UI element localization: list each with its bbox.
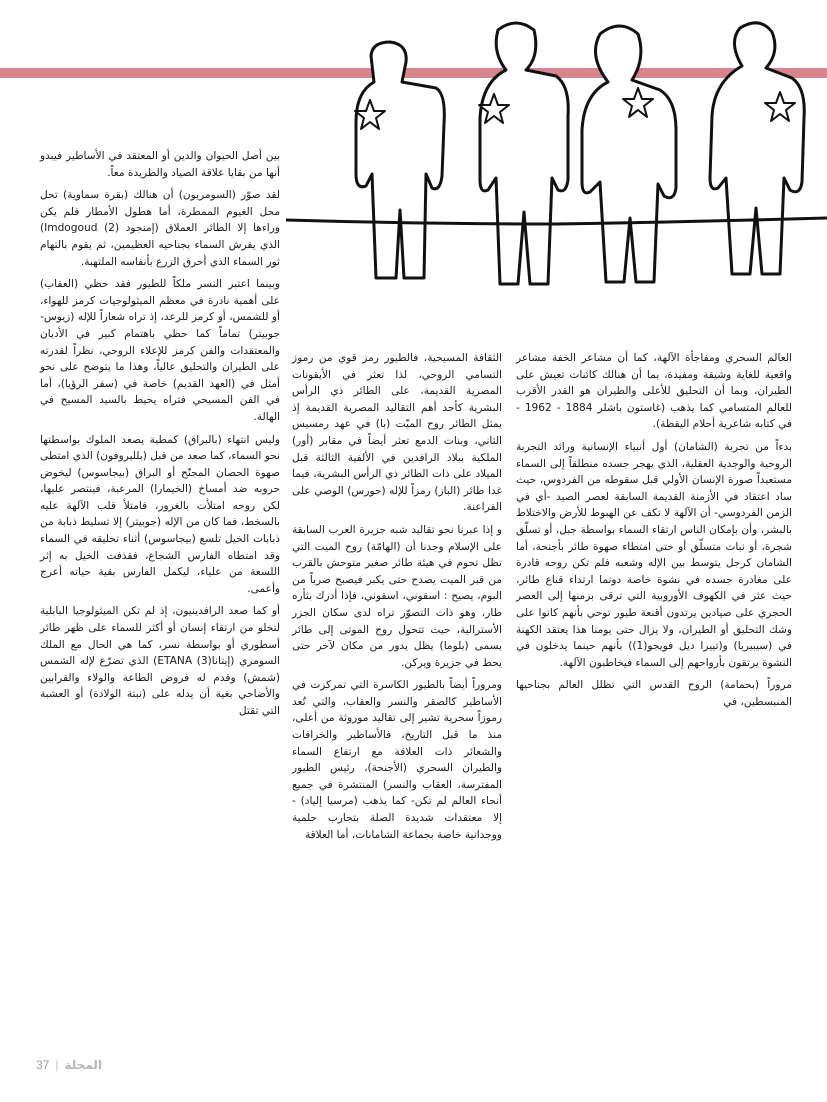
paragraph: و إذا عبرنا نحو تقاليد شبه جزيرة العرب السابقة على الإسلام وجدنا أن (الهامّة) روح الميت التي تظل تحوم في هيئة طائر صغير متوحش بالقرب من قبر الميت يصدح حتى يكبر فيصبح ضرباً من البوم، يصيح : اسقوني، اسقوني، فإذا أدرك بثأره طار، وهو ذات التصوّر تراه لدى سكان الجزر الأسترالية، حيث تتحول روح الموتى إلى طائر يسمى (بلوما) يظل يدور من مكان لآخر حتى يحط في جزيرة ويركن. bbox=[292, 523, 502, 669]
page-number: 37 bbox=[36, 1058, 50, 1072]
paragraph: وبينما اعتبر النسر ملكاً للطيور فقد حظي (العقاب) على أهمية نادرة في معظم الميثولوجيات كرمز للهواء، أو للشمس، أو كرمز للرعد، إذ تراه شعاراً للإله (زيوس-جوبيتر) تماماً كما حظي باهتمام كبير في الأديان والمعتقدات والفن كرمز للإعلاء الروحي، نظراً لقدرته على الطيران والتحليق عالياً، وهذا ما يتوضح على نحو أمثل في (العهد القديم) خاصة في (سفر الرؤيا)، أما في الفن المسيحي فتراه يحيط بالسيد المسيح في الهالة. bbox=[40, 278, 280, 423]
paragraph: بدءاً من تجربة (الشامان) أول أنبياء الإنسانية ورائد التجربة الروحية والوجدية العقلية، الذي يهجر جسده منطلقاً إلى السماء مستعيداً صورة الإنسان الأولي قبل سقوطه من الفردوس، حيث ساد اعتقاد في الأزمنة القديمة السابقة لعصر الصيد -أي في الزمن الفردوسي- أن الآلهة لا تكف عن الهبوط للأرض والاختلاط بالبشر، وأن بإمكان الناس ارتقاء السماء بواسطة جبل، أو تسلّق شجرة، أو نبات متسلّق أو حتى امتطاء صهوة طائر بأجنحة، أما الشامان كرجل يتوسط بين الإله وشعبه فلم تكن روحه قادرة على مغادرة جسده في نشوة خاصة دونما ارتداء قناع طائر، حيث عثر في الكهوف الأوروبية التي ترقى بزمنها إلى العصر الحجري على صيادين يرتدون أقنعة طيور توحي بأنهم كانوا على وشك التحليق أو الطيران، ولا يزال حتى يومنا هذا يعتقد الكهنة في (سيبيريا) و(تييرا ديل فويجو(1)) بأنهم حينما يدخلون في النشوة يرتقون بأرواحهم إلى السماء فيخاطبون الآلهة. bbox=[516, 440, 792, 669]
paragraph: بين أصل الحيوان والدين أو المعتقد في الأساطير فيبدو أنها من بقايا علاقة الصياد والطريدة معاً. bbox=[40, 150, 280, 179]
paragraph: وليس انتهاء (بالبراق) كمطية يصعد الملوك بواسطتها نحو السماء، كما صعد من قبل (بلليروفون) الذي امتطى صهوة الحصان المجنّح أو البراق (بيجاسوس) ليخوض حروبه ضد أمساخ (الخيمارا) المرعبة، فينتصر عليها، لكن روحه امتلأت بالغرور، فامتلأ قلب الآلهة عليه بالسخط، فما كان من الإله (جوبيتر) إلا تسليط ذبابة من ذبابات الخيل تلسع (بيجاسوس) أثناء تحليقه في السماء وقد امتطاه الفارس الشجاع، فقذفت الخيل به إثر اللسعة من علياء، ليكمل الفارس بقية حياته أعرج وأعمى. bbox=[40, 433, 280, 595]
magazine-brand: المجلة bbox=[64, 1058, 102, 1072]
human-figure-icon bbox=[480, 23, 568, 284]
paragraph: ومروراً أيضاً بالطيور الكاسرة التي تمركزت في الأساطير كالصقر والنسر والعقاب، والتي تُعد رموزاً سحرية تشير إلى تقاليد موروثة من أعلى، منذ ما قبل التاريخ، فالأساطير والخرافات والشعائر ذات العلاقة مع ارتفاع السماء والطيران السحري (الأجنحة)، رئيس الطيور المفترسة، العقاب والنسر) المنتشرة في جميع أنحاء العالم لم تكن- كما يذهب (مرسيا إلياد) - إلا معتقدات شديدة الصلة بتجارب حلمية ووجدانية خاصة بجماعة الشامانات، أما العلاقة bbox=[292, 679, 502, 841]
paragraph: مروراً (بحمامة) الروح القدس التي تظلل العالم بجناحيها المنبسطين، في bbox=[516, 679, 792, 708]
human-figure-icon bbox=[710, 23, 804, 274]
illustration-figures bbox=[286, 12, 827, 312]
paragraph: الثقافة المسيحية، فالطيور رمز قوي من رموز التسامي الروحي، لذا تعثر في الأيقونات المصرية القديمة، على الطائر ذي الرأس البشرية كأحد أهم التقاليد المصرية القديمة إذ يمثل الطائر روح الميّت (با) في عهد رمسيس الثاني، وبنات الدمع تعثر أيضاً في مقابر (أور) الملكية ببلاد الرافدين في الألفية الثالثة قبل الميلاد على ذات الطائر ذي الرأس البشرية، فيما غدا طائر (الباز) رمزاً للإله (حورس) الوصي على الفراعنة. bbox=[292, 352, 502, 514]
human-figure-icon bbox=[356, 42, 444, 278]
footer-separator: | bbox=[55, 1058, 59, 1072]
human-figure-icon bbox=[582, 26, 676, 282]
text-column-middle bbox=[292, 350, 502, 849]
text-column-right bbox=[516, 350, 792, 716]
paragraph: أو كما صعد الرافدينيون، إذ لم تكن الميثولوجيا البابلية لتخلو من ارتقاء إنسان أو أكثر للسماء على ظهر طائر أسطوري أو بواسطة نسر، كما هي الحال مع الملك السومري (إيتانا(3) ETANA) الذي تضرّع لإله الشمس (شمش) وقدم له فروض الطاعة والولاء والقرابين والأضاحي بغية أن يدله على (نبتة الولادة) أو العشبة التي تقتل bbox=[40, 605, 280, 717]
page-footer bbox=[36, 1058, 102, 1072]
text-column-left bbox=[40, 148, 280, 726]
paragraph: لقد صوّر (السومريون) أن هنالك (بقرة سماوية) تحل محل الغيوم الممطرة، أما هطول الأمطار فلم يكن وراءها إلا الطائر العملاق (إمنجود (2) Imdogoud) الذي يفرش السماء بجناحيه العظيمين، ثم يقوم بالتهام ثور السماء الذي أحرق الزرع بأنفاسه الملتهبة. bbox=[40, 189, 280, 268]
paragraph: العالم السحري ومفاجأة الآلهة، كما أن مشاعر الخفة مشاعر واقعية للغاية وشيقة ومفيدة، بما أن هنالك كائنات تعيش على الطيران، وبما أن التحليق للأعلى والطيران هو القدر الأقرب للعالم المتسامي كما يذهب (غاستون باشلر 1884 - 1962 - في كتابه شاعرية أحلام اليقظة). bbox=[516, 352, 792, 431]
